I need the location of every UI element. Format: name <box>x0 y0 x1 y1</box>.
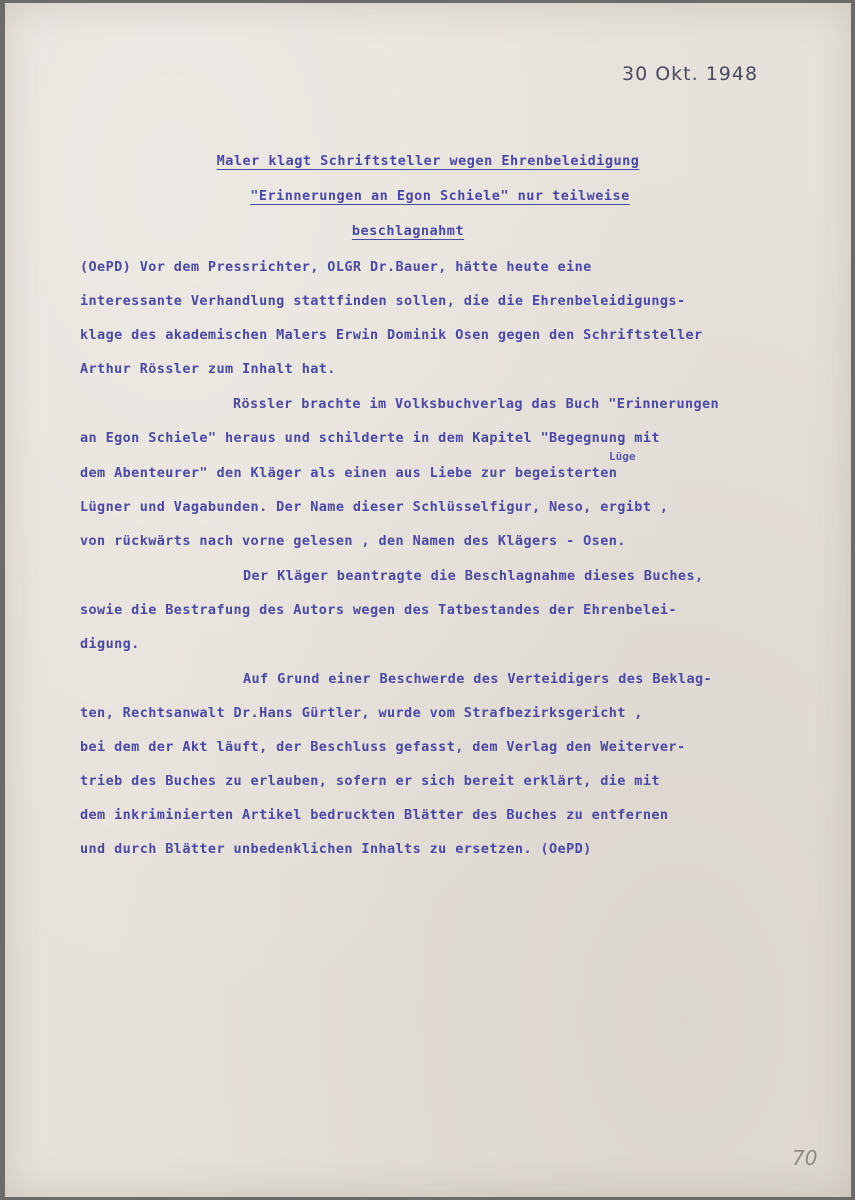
body-line-2: interessante Verhandlung stattfinden sollen, die die Ehrenbeleidigungs- <box>80 293 686 309</box>
body-line-13: Auf Grund einer Beschwerde des Verteidigers des Beklag- <box>243 671 713 687</box>
body-line-15: bei dem der Akt läuft, der Beschluss gefasst, dem Verlag den Weiterver- <box>80 739 686 755</box>
subheadline-2: beschlagnahmt <box>351 223 465 239</box>
body-line-17: dem inkriminierten Artikel bedruckten Blätter des Buches zu entfernen <box>80 807 669 823</box>
body-line-14: ten, Rechtsanwalt Dr.Hans Gürtler, wurde vom Strafbezirksgericht , <box>80 705 643 721</box>
body-line-3: klage des akademischen Malers Erwin Dominik Osen gegen den Schriftsteller <box>80 327 703 343</box>
body-line-4: Arthur Rössler zum Inhalt hat. <box>80 361 336 377</box>
subheadline: "Erinnerungen an Egon Schiele" nur teilweise <box>250 188 630 204</box>
body-line-12: digung. <box>80 636 140 652</box>
document-page <box>5 3 851 1197</box>
interlinear-correction: Lüge <box>609 450 636 463</box>
body-line-11: sowie die Bestrafung des Autors wegen des Tatbestandes der Ehrenbelei- <box>80 602 677 618</box>
body-line-1: (OePD) Vor dem Pressrichter, OLGR Dr.Bauer, hätte heute eine <box>80 259 592 275</box>
body-line-6: an Egon Schiele" heraus und schilderte in dem Kapitel "Begegnung mit <box>80 430 660 446</box>
body-line-10: Der Kläger beantragte die Beschlagnahme dieses Buches, <box>243 568 704 584</box>
body-line-8: Lügner und Vagabunden. Der Name dieser Schlüsselfigur, Neso, ergibt , <box>80 499 669 515</box>
body-line-9: von rückwärts nach vorne gelesen , den Namen des Klägers - Osen. <box>80 533 626 549</box>
body-line-5: Rössler brachte im Volksbuchverlag das Buch "Erinnerungen <box>233 396 720 412</box>
body-line-7: dem Abenteurer" den Kläger als einen aus Liebe zur begeisterten <box>80 465 618 481</box>
date-stamp: 30 Okt. 1948 <box>622 63 759 85</box>
body-line-18: und durch Blätter unbedenklichen Inhalts zu ersetzen. (OePD) <box>80 841 592 857</box>
body-line-16: trieb des Buches zu erlauben, sofern er sich bereit erklärt, die mit <box>80 773 660 789</box>
headline: Maler klagt Schriftsteller wegen Ehrenbeleidigung <box>216 153 640 169</box>
page-number: 70 <box>792 1146 818 1170</box>
